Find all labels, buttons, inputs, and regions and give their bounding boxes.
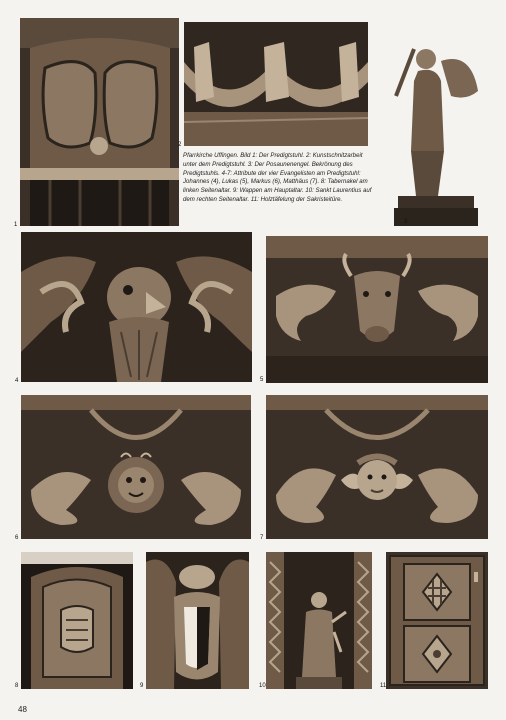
figure-number-8: 8 <box>15 683 19 689</box>
photo-saint <box>266 552 372 689</box>
figure-number-1: 1 <box>14 222 18 228</box>
photo-lion <box>21 395 251 539</box>
figure-number-6: 6 <box>15 535 19 541</box>
figure-number-5: 5 <box>260 377 264 383</box>
photo-eagle <box>21 232 252 382</box>
figure-number-11: 11 <box>380 683 387 689</box>
figure-number-9: 9 <box>140 683 144 689</box>
figure-number-7: 7 <box>260 535 264 541</box>
figure-caption: Pfarrkirche Uffingen. Bild 1: Der Predigtstuhl. 2: Kunstschnitzarbeit unter dem Predigtstuhl. 3: Der Posaunenengel. Bekrönung des Predigtstuhls. 4-7: Attribute der vier Evangelisten am Predigtstuhl: Johannes (4), Lukas (5), Markus (6), Matthäus (7). 8: Tabernakel am linken Seitenaltar. 9: Wappen am Hauptaltar. 10: Sankt Laurentius auf dem rechten Seitenaltar. 11: Holztäfelung der Sakristeitüre. <box>183 152 372 203</box>
photo-pulpit <box>20 18 182 226</box>
figure-number-4: 4 <box>15 378 19 384</box>
photo-drapery <box>184 22 368 146</box>
figure-number-2: 2 <box>178 142 182 148</box>
photo-door <box>386 552 488 689</box>
figure-number-3: 3 <box>404 219 408 225</box>
photo-tabernacle <box>21 552 133 689</box>
photo-trumpet-angel <box>386 21 486 226</box>
photo-ox <box>266 236 488 383</box>
photo-angel-head <box>266 395 488 539</box>
figure-number-10: 10 <box>259 683 266 689</box>
photo-coat-of-arms <box>146 552 249 689</box>
page-number: 48 <box>18 705 27 714</box>
